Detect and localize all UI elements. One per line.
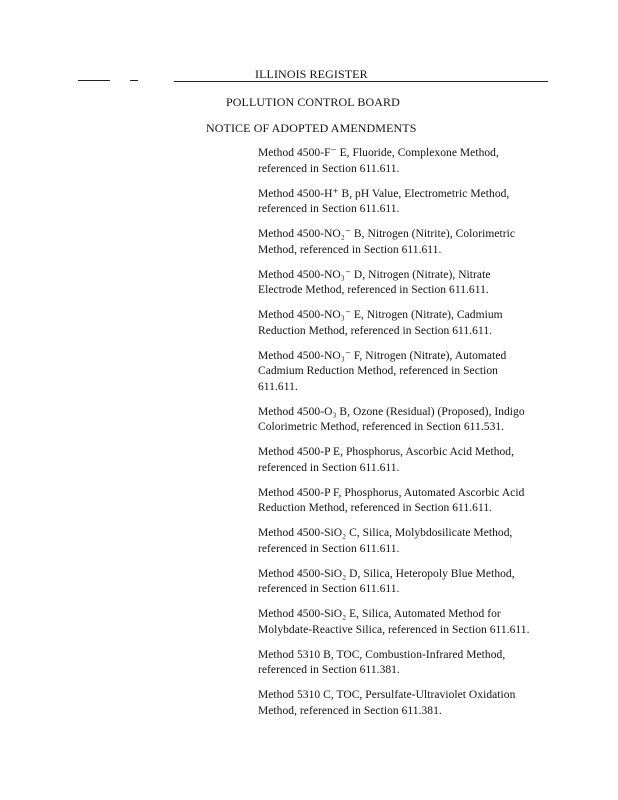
entry-line: referenced in Section 611.611.: [258, 203, 400, 215]
entry-line: Method 4500-SiO₂ E, Silica, Automated Method for: [258, 608, 501, 620]
entry-line: referenced in Section 611.611.: [258, 542, 400, 555]
entry-line: 611.611.: [258, 380, 298, 393]
entry-line: Electrode Method, referenced in Section 611.611.: [258, 284, 489, 296]
register-title: ILLINOIS REGISTER: [255, 67, 368, 81]
method-entry: [258, 688, 578, 719]
entry-line: Method 4500-P F, Phosphorus, Automated Ascorbic Acid: [258, 486, 525, 499]
method-entry: [258, 349, 578, 396]
entry-line: Method 4500-SiO₂ C, Silica, Molybdosilicate Method,: [258, 527, 513, 539]
entry-line: Method 4500-P E, Phosphorus, Ascorbic Acid Method,: [258, 446, 515, 458]
entry-line: Method 4500-H⁺ B, pH Value, Electrometric Method,: [258, 187, 510, 200]
method-entry: [258, 648, 578, 679]
method-entry: [258, 268, 578, 299]
entry-line: Method, referenced in Section 611.611.: [258, 243, 442, 256]
method-list: [258, 146, 578, 729]
method-entry: [258, 526, 578, 557]
entry-line: Method 5310 C, TOC, Persulfate-Ultraviolet Oxidation: [258, 689, 516, 701]
entry-line: referenced in Section 611.611.: [258, 583, 400, 595]
entry-line: Molybdate-Reactive Silica, referenced in Section 611.611.: [258, 623, 530, 636]
entry-line: Method 4500-NO₃⁻ D, Nitrogen (Nitrate), Nitrate: [258, 268, 491, 281]
entry-line: Reduction Method, referenced in Section 611.611.: [258, 324, 493, 337]
method-entry: [258, 308, 578, 339]
entry-line: Method 5310 B, TOC, Combustion-Infrared Method,: [258, 648, 506, 661]
entry-line: referenced in Section 611.611.: [258, 162, 400, 175]
method-entry: [258, 567, 578, 598]
entry-line: Cadmium Reduction Method, referenced in Section: [258, 365, 498, 377]
entry-line: Method 4500-NO₃⁻ F, Nitrogen (Nitrate), Automated: [258, 349, 507, 362]
header-rule-mark: [130, 80, 138, 81]
method-entry: [258, 146, 578, 177]
entry-line: Method 4500-SiO₂ D, Silica, Heteropoly Blue Method,: [258, 567, 515, 580]
entry-line: Method 4500-NO₂⁻ B, Nitrogen (Nitrite), Colorimetric: [258, 228, 516, 240]
entry-line: Reduction Method, referenced in Section 611.611.: [258, 502, 493, 514]
method-entry: [258, 187, 578, 218]
notice-title: NOTICE OF ADOPTED AMENDMENTS: [206, 121, 417, 135]
entry-line: Colorimetric Method, referenced in Section 611.531.: [258, 421, 505, 433]
method-entry: [258, 227, 578, 258]
header-rule-left: [78, 80, 110, 81]
entry-line: referenced in Section 611.611.: [258, 461, 400, 474]
entry-line: Method 4500-O₃ B, Ozone (Residual) (Proposed), Indigo: [258, 405, 525, 418]
entry-line: referenced in Section 611.381.: [258, 664, 400, 676]
entry-line: Method 4500-NO₃⁻ E, Nitrogen (Nitrate), Cadmium: [258, 309, 503, 321]
method-entry: [258, 445, 578, 476]
entry-line: Method 4500-F⁻ E, Fluoride, Complexone Method,: [258, 147, 499, 159]
method-entry: [258, 486, 578, 517]
method-entry: [258, 607, 578, 638]
method-entry: [258, 405, 578, 436]
board-title: POLLUTION CONTROL BOARD: [226, 95, 400, 109]
entry-line: Method, referenced in Section 611.381.: [258, 704, 442, 717]
